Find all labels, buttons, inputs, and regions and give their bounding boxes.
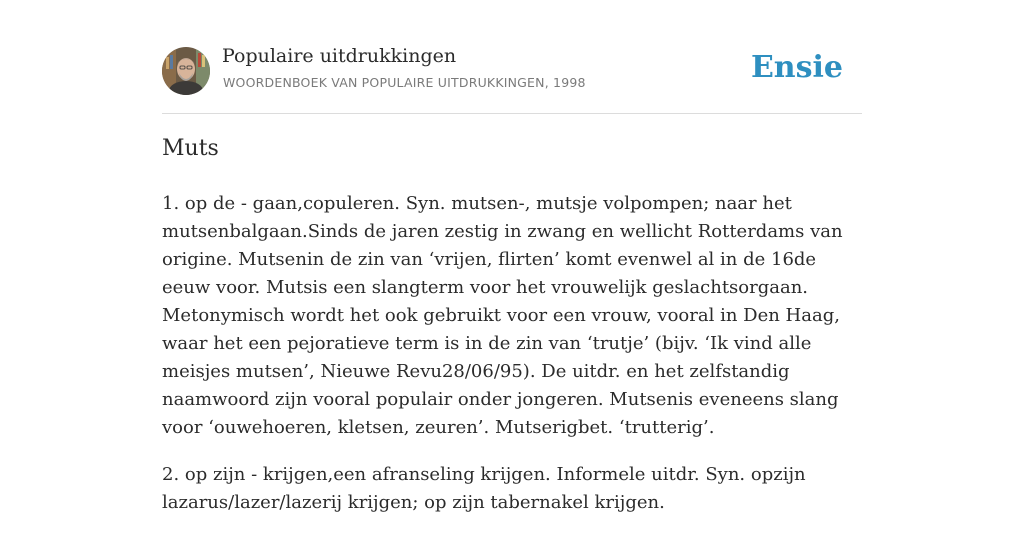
- avatar[interactable]: [162, 47, 210, 95]
- source-subtitle: WOORDENBOEK VAN POPULAIRE UITDRUKKINGEN, 1998: [223, 75, 586, 90]
- page: [162, 0, 862, 513]
- definition-2: 2. op zijn - krijgen,een afranseling krijgen. Informele uitdr. Syn. opzijn lazarus/lazer/lazerij krijgen; op zijn tabernakel krijgen.: [162, 464, 806, 513]
- entry-body: [162, 190, 862, 536]
- ensie-logo[interactable]: Ensie: [750, 50, 843, 85]
- definition-1: 1. op de - gaan,copuleren. Syn. mutsen-, mutsje volpompen; naar het mutsenbalgaan.Sinds de jaren zestig in zwang en wellicht Rotterdams van origine. Mutsenin de zin van ‘vrijen, flirten’ komt evenwel al in de 16de eeuw voor. Mutsis een slangterm voor het vrouwelijk geslachtsorgaan. Metonymisch wordt het ook gebruikt voor een vrouw, vooral in Den Haag, waar het een pejoratieve term is in de zin van ‘trutje’ (bijv. ‘Ik vind alle meisjes mutsen’, Nieuwe Revu28/06/95). De uitdr. en het zelfstandig naamwoord zijn vooral populair onder jongeren. Mutsenis eveneens slang voor ‘ouwehoeren, kletsen, zeuren’. Mutserigbet. ‘trutterig’.: [162, 193, 843, 438]
- source-title[interactable]: Populaire uitdrukkingen: [222, 45, 457, 67]
- source-header: [162, 0, 862, 114]
- author-portrait-icon: [162, 47, 210, 95]
- entry-title: Muts: [162, 136, 219, 161]
